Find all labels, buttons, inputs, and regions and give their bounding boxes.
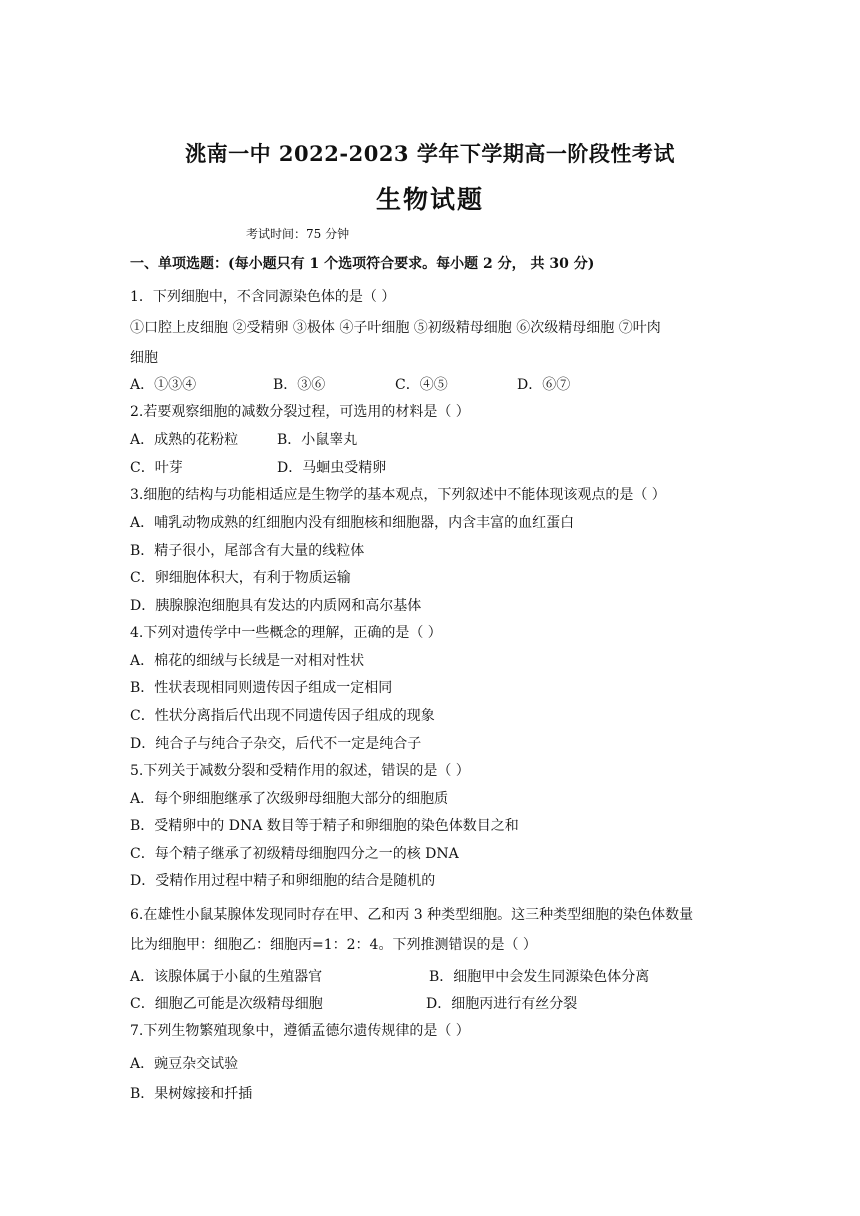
- question-6-option-b: B．细胞甲中会发生同源染色体分离: [429, 969, 650, 985]
- question-3-option-d: D．胰腺腺泡细胞具有发达的内质网和高尔基体: [130, 598, 422, 614]
- question-5-option-b: B．受精卵中的 DNA 数目等于精子和卵细胞的染色体数目之和: [130, 818, 519, 834]
- question-6-stem: 6.在雄性小鼠某腺体发现同时存在甲、乙和丙 3 种类型细胞。这三种类型细胞的染色体数量: [130, 907, 694, 923]
- question-2-option-c: C．叶芽: [130, 460, 183, 476]
- question-4-option-d: D．纯合子与纯合子杂交，后代不一定是纯合子: [130, 736, 422, 752]
- question-3-option-c: C．卵细胞体积大，有利于物质运输: [130, 570, 351, 586]
- question-7-option-b: B．果树嫁接和扦插: [130, 1086, 253, 1102]
- question-6-option-d: D．细胞丙进行有丝分裂: [426, 996, 578, 1012]
- question-1-option-c: C．④⑤: [395, 377, 448, 393]
- question-4-option-c: C．性状分离指后代出现不同遗传因子组成的现象: [130, 708, 435, 724]
- question-2-stem: 2.若要观察细胞的减数分裂过程，可选用的材料是（ ）: [130, 404, 470, 420]
- section-heading: 一、单项选题：(每小题只有 1 个选项符合要求。每小题 2 分， 共 30 分): [130, 256, 595, 272]
- question-4-option-b: B．性状表现相同则遗传因子组成一定相同: [130, 680, 393, 696]
- question-7-stem: 7.下列生物繁殖现象中，遵循孟德尔遗传规律的是（ ）: [130, 1023, 470, 1039]
- question-1-stem: 1．下列细胞中，不含同源染色体的是（ ）: [130, 289, 396, 305]
- question-6-option-a: A．该腺体属于小鼠的生殖器官: [130, 969, 323, 985]
- question-1-list-cont: 细胞: [130, 350, 158, 366]
- question-2-option-a: A．成熟的花粉粒: [130, 432, 239, 448]
- question-5-option-a: A．每个卵细胞继承了次级卵母细胞大部分的细胞质: [130, 791, 449, 807]
- question-3-option-b: B．精子很小，尾部含有大量的线粒体: [130, 543, 365, 559]
- question-6-stem-cont: 比为细胞甲：细胞乙：细胞丙=1：2：4。下列推测错误的是（ ）: [130, 937, 537, 953]
- question-5-option-c: C．每个精子继承了初级精母细胞四分之一的核 DNA: [130, 846, 459, 862]
- exam-subtitle: 生物试题: [375, 185, 484, 214]
- question-6-option-c: C．细胞乙可能是次级精母细胞: [130, 996, 323, 1012]
- question-2-option-b: B．小鼠睾丸: [277, 432, 358, 448]
- question-7-option-a: A．豌豆杂交试验: [130, 1056, 239, 1072]
- question-2-option-d: D．马蛔虫受精卵: [277, 460, 387, 476]
- question-1-option-b: B．③⑥: [273, 377, 326, 393]
- question-5-stem: 5.下列关于减数分裂和受精作用的叙述，错误的是（ ）: [130, 763, 470, 779]
- exam-title: 洮南一中 2022-2023 学年下学期高一阶段性考试: [185, 141, 675, 166]
- question-4-option-a: A．棉花的细绒与长绒是一对相对性状: [130, 653, 365, 669]
- question-5-option-d: D．受精作用过程中精子和卵细胞的结合是随机的: [130, 873, 436, 889]
- question-1-list: ①口腔上皮细胞 ②受精卵 ③极体 ④子叶细胞 ⑤初级精母细胞 ⑥次级精母细胞 ⑦叶肉: [130, 320, 661, 336]
- question-3-stem: 3.细胞的结构与功能相适应是生物学的基本观点，下列叙述中不能体现该观点的是（ ）: [130, 487, 666, 503]
- question-4-stem: 4.下列对遗传学中一些概念的理解，正确的是（ ）: [130, 625, 442, 641]
- question-1-option-d: D．⑥⑦: [517, 377, 571, 393]
- exam-time: 考试时间：75 分钟: [246, 227, 350, 241]
- question-3-option-a: A．哺乳动物成熟的红细胞内没有细胞核和细胞器，内含丰富的血红蛋白: [130, 515, 575, 531]
- question-1-option-a: A．①③④: [130, 377, 197, 393]
